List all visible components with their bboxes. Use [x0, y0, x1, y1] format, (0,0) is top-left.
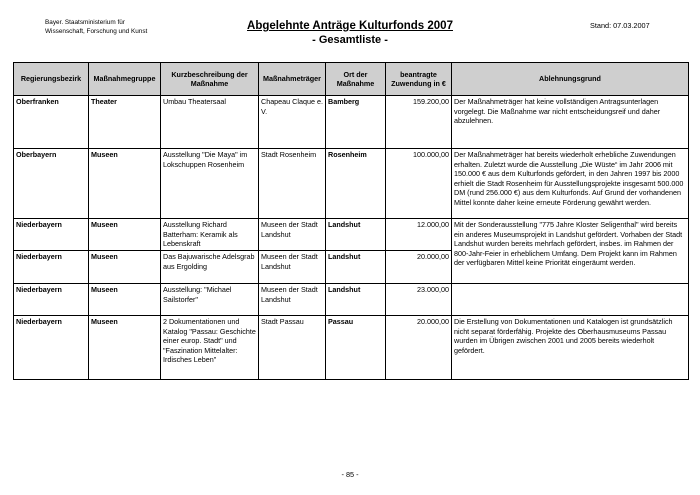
cell-bezirk: Niederbayern	[14, 284, 89, 316]
cell-ort: Passau	[326, 316, 386, 380]
cell-grund: Der Maßnahmeträger hat keine vollständigen Antragsunterlagen vorgelegt. Die Maßnahme war nicht entscheidungsreif und daher abzulehnen.	[452, 96, 689, 149]
cell-betrag: 100.000,00	[386, 149, 452, 219]
cell-gruppe: Museen	[89, 219, 161, 251]
cell-ort: Rosenheim	[326, 149, 386, 219]
cell-grund: Die Erstellung von Dokumentationen und Katalogen ist grundsätzlich nicht separat förderfähig. Projekte des Oberhausmuseums Passau wurden im Übrigen zwischen 2001 und 2005 bereits wiederholt gefördert.	[452, 316, 689, 380]
cell-bezirk: Niederbayern	[14, 251, 89, 284]
table-row	[14, 149, 689, 219]
cell-gruppe: Museen	[89, 284, 161, 316]
table-row	[14, 316, 689, 380]
cell-bezirk: Niederbayern	[14, 219, 89, 251]
cell-beschreibung: Ausstellung "Die Maya" im Lokschuppen Rosenheim	[161, 149, 259, 219]
page-number: - 85 -	[341, 470, 359, 479]
cell-gruppe: Museen	[89, 316, 161, 380]
cell-ort: Landshut	[326, 284, 386, 316]
cell-traeger: Chapeau Claque e. V.	[259, 96, 326, 149]
cell-betrag: 20.000,00	[386, 251, 452, 284]
cell-traeger: Museen der Stadt Landshut	[259, 219, 326, 251]
cell-betrag: 159.200,00	[386, 96, 452, 149]
table-row	[14, 219, 689, 251]
cell-betrag: 12.000,00	[386, 219, 452, 251]
document-title	[200, 19, 500, 47]
cell-beschreibung: 2 Dokumentationen und Katalog "Passau: Geschichte einer europ. Stadt" und "Faszination Mittelalter: Irdisches Leben"	[161, 316, 259, 380]
cell-gruppe: Museen	[89, 149, 161, 219]
cell-grund	[452, 284, 689, 316]
col-header-ablehnungsgrund: Ablehnungsgrund	[452, 63, 689, 96]
col-header-ort: Ort der Maßnahme	[326, 63, 386, 96]
cell-betrag: 20.000,00	[386, 316, 452, 380]
cell-beschreibung: Umbau Theatersaal	[161, 96, 259, 149]
col-header-kurzbeschreibung: Kurzbeschreibung der Maßnahme	[161, 63, 259, 96]
cell-beschreibung: Das Bajuwarische Adelsgrab aus Ergolding	[161, 251, 259, 284]
table-row	[14, 284, 689, 316]
cell-bezirk: Oberbayern	[14, 149, 89, 219]
stand-date: Stand: 07.03.2007	[590, 21, 650, 30]
col-header-zuwendung: beantragte Zuwendung in €	[386, 63, 452, 96]
cell-beschreibung: Ausstellung: "Michael Sailstorfer"	[161, 284, 259, 316]
ministry-line-1: Bayer. Staatsministerium für	[45, 19, 125, 26]
cell-traeger: Stadt Rosenheim	[259, 149, 326, 219]
cell-traeger: Museen der Stadt Landshut	[259, 284, 326, 316]
cell-ort: Landshut	[326, 251, 386, 284]
cell-bezirk: Oberfranken	[14, 96, 89, 149]
cell-traeger: Museen der Stadt Landshut	[259, 251, 326, 284]
cell-gruppe: Theater	[89, 96, 161, 149]
cell-betrag: 23.000,00	[386, 284, 452, 316]
cell-traeger: Stadt Passau	[259, 316, 326, 380]
col-header-massnahmegruppe: Maßnahmegruppe	[89, 63, 161, 96]
cell-grund: Der Maßnahmeträger hat bereits wiederholt erhebliche Zuwendungen erhalten. Zuletzt wurde die Ausstellung „Die Wüste“ im Jahr 2006 mit 150.000 € aus dem Kulturfonds gefördert, in den Jahren 1997 bis 2000 erhielt die Stadt Rosenheim für Ausstellungsprojekte insgesamt 500.000 DM (rund 256.000 €) aus dem Kulturfonds. Auf Grund der vorhandenen Mittel konnte daher keine erneute Förderung gewährt werden.	[452, 149, 689, 219]
page-title: Abgelehnte Anträge Kulturfonds 2007	[247, 20, 453, 32]
cell-beschreibung: Ausstellung Richard Batterham: Keramik als Lebenskraft	[161, 219, 259, 251]
cell-ort: Landshut	[326, 219, 386, 251]
rejections-table	[13, 62, 689, 380]
table-row	[14, 96, 689, 149]
ministry-line-2: Wissenschaft, Forschung und Kunst	[45, 27, 148, 35]
table-header-row	[14, 63, 689, 96]
ministry-name	[45, 19, 147, 36]
col-header-massnahmetraeger: Maßnahmeträger	[259, 63, 326, 96]
cell-ort: Bamberg	[326, 96, 386, 149]
cell-bezirk: Niederbayern	[14, 316, 89, 380]
cell-grund: Mit der Sonderausstellung "775 Jahre Kloster Seligenthal" wird bereits ein anderes Museumsprojekt in Landshut gefördert. Vorhaben der Stadt Landshut wurden bereits mehrfach gefördert, insbes. im Rahmen der 800-Jahr-Feier in erheblichem Umfang. Dem Projekt kann im Rahmen der verfügbaren Mittel keine Priorität eingeräumt werden.	[452, 219, 689, 284]
page-subtitle: - Gesamtliste -	[312, 34, 388, 46]
col-header-regierungsbezirk: Regierungsbezirk	[14, 63, 89, 96]
cell-gruppe: Museen	[89, 251, 161, 284]
